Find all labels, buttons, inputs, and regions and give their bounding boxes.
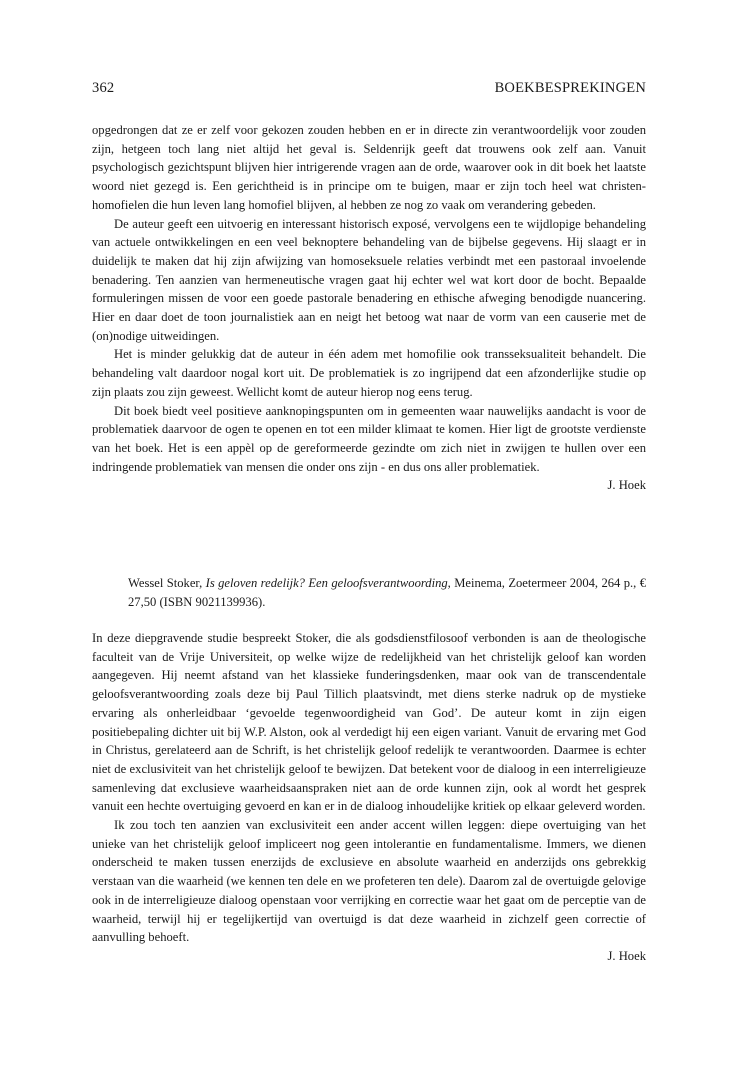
review1-paragraph-3: Het is minder gelukkig dat de auteur in één adem met homofilie ook transseksualiteit behandelt. Die behandeling valt daardoor nogal kort uit. De problematiek is zo ingrijpend dat een afzonderlijke studie op zijn plaats zou zijn geweest. Wellicht komt de auteur hierop nog eens terug. — [92, 347, 646, 399]
review2-paragraph-1: In deze diepgravende studie bespreekt Stoker, die als godsdienstfilosoof verbonden is aan de theologische faculteit van de Vrije Universiteit, op welke wijze de redelijkheid van het christelijk geloof kan worden aangegeven. Hij neemt afstand van het klassieke funderingsdenken, maar ook van de transcendentale geloofsverantwoording zoals deze bij Paul Tillich plaatsvindt, met diens sterke nadruk op de mystieke ervaring als onherleidbaar ‘gevoelde tegenwoordigheid van God’. De auteur komt in zijn eigen positiebepaling dichter uit bij W.P. Alston, ook al verdedigt hij een eigen variant. Vanuit de ervaring met God in Christus, gerelateerd aan de Schrift, is het christelijk geloof redelijk te verantwoorden. Daarmee is echter niet de exclusiviteit van het christelijk geloof te bewijzen. Dat betekent voor de dialoog in een interreligieuze samenleving dat exclusieve waarheidsaanspraken niet aan de orde kunnen zijn, ook al wordt het gesprek vanuit een hechte overtuiging gevoerd en kan er in de dialoog inhoudelijke kritiek op elkaar geleverd worden. — [92, 631, 646, 814]
running-title: BOEKBESPREKINGEN — [494, 80, 646, 96]
citation-author: Wessel Stoker, — [128, 576, 206, 590]
review-continued — [92, 121, 646, 495]
review1-paragraph-4: Dit boek biedt veel positieve aanknopingspunten om in gemeenten waar nauwelijks aandacht is voor de problematiek daarvoor de ogen te openen en tot een milder klimaat te komen. Hier ligt de grootste verdienste van het boek. Het is een appèl op de gereformeerde gezindte om zich niet in zwijgen te hullen over een indringende problematiek van mensen die onder ons zijn - en dus ons aller problematiek. — [92, 403, 646, 474]
review1-paragraph-2: De auteur geeft een uitvoerig en interessant historisch exposé, vervolgens een te wijdlopige behandeling van actuele ontwikkelingen en een veel beknoptere behandeling van de bijbelse gegevens. Hij slaagt er in duidelijk te maken dat hij zijn afwijzing van homoseksuele relaties verbindt met een pastoraal invoelende benadering. Ten aanzien van hermeneutische vragen gaat hij echter wel wat kort door de bocht. Bepaalde formuleringen missen de voor een goede pastorale benadering en ethische afweging benodigde nuancering. Hier en daar doet de toon journalistiek aan en neigt het betoog wat naar de vorm van een causerie met de (on)nodige uitweidingen. — [92, 216, 646, 343]
citation-details: Meinema, Zoetermeer 2004, 264 p., € 27,50 (ISBN 9021139936). — [128, 576, 646, 609]
review1-signature: J. Hoek — [607, 478, 646, 493]
review2-paragraph-2: Ik zou toch ten aanzien van exclusiviteit een ander accent willen leggen: diepe overtuiging van het unieke van het christelijk geloof impliceert nog geen intolerantie en fundamentalisme. Immers, we dienen onderscheid te maken tussen enerzijds de exclusieve en absolute waarheid en anderzijds ons gebrekkig verstaan van die waarheid (we kennen ten dele en we profeteren ten dele). Daarom zal de overtuigde gelovige ook in de interreligieuze dialoog openstaan voor verrijking en correctie waar het gaat om de perceptie van de waarheid, terwijl hij er tegelijkertijd van overtuigd is dat deze waarheid in zichzelf geen correctie of aanvulling behoeft. — [92, 818, 646, 945]
book-citation — [128, 574, 646, 611]
page-number: 362 — [92, 80, 115, 96]
review-stoker — [92, 629, 646, 966]
page-header — [92, 80, 646, 100]
review2-signature: J. Hoek — [607, 948, 646, 963]
review1-paragraph-1: opgedrongen dat ze er zelf voor gekozen zouden hebben en er in directe zin verantwoordelijk voor zouden zijn, hetgeen toch lang niet altijd het geval is. Seldenrijk geeft dat trouwens ook zelf aan. Vanuit psychologisch gezichtspunt blijven hier intrigerende vragen aan de orde, waarover ook in dit boek het laatste woord niet gezegd is. Een gerichtheid is in principe om te buigen, maar er zijn toch heel wat christen-homofielen die hun leven lang homofiel blijven, al hebben ze nog zo vaak om verandering gebeden. — [92, 123, 646, 212]
citation-title: Is geloven redelijk? Een geloofsverantwoording, — [205, 576, 451, 590]
